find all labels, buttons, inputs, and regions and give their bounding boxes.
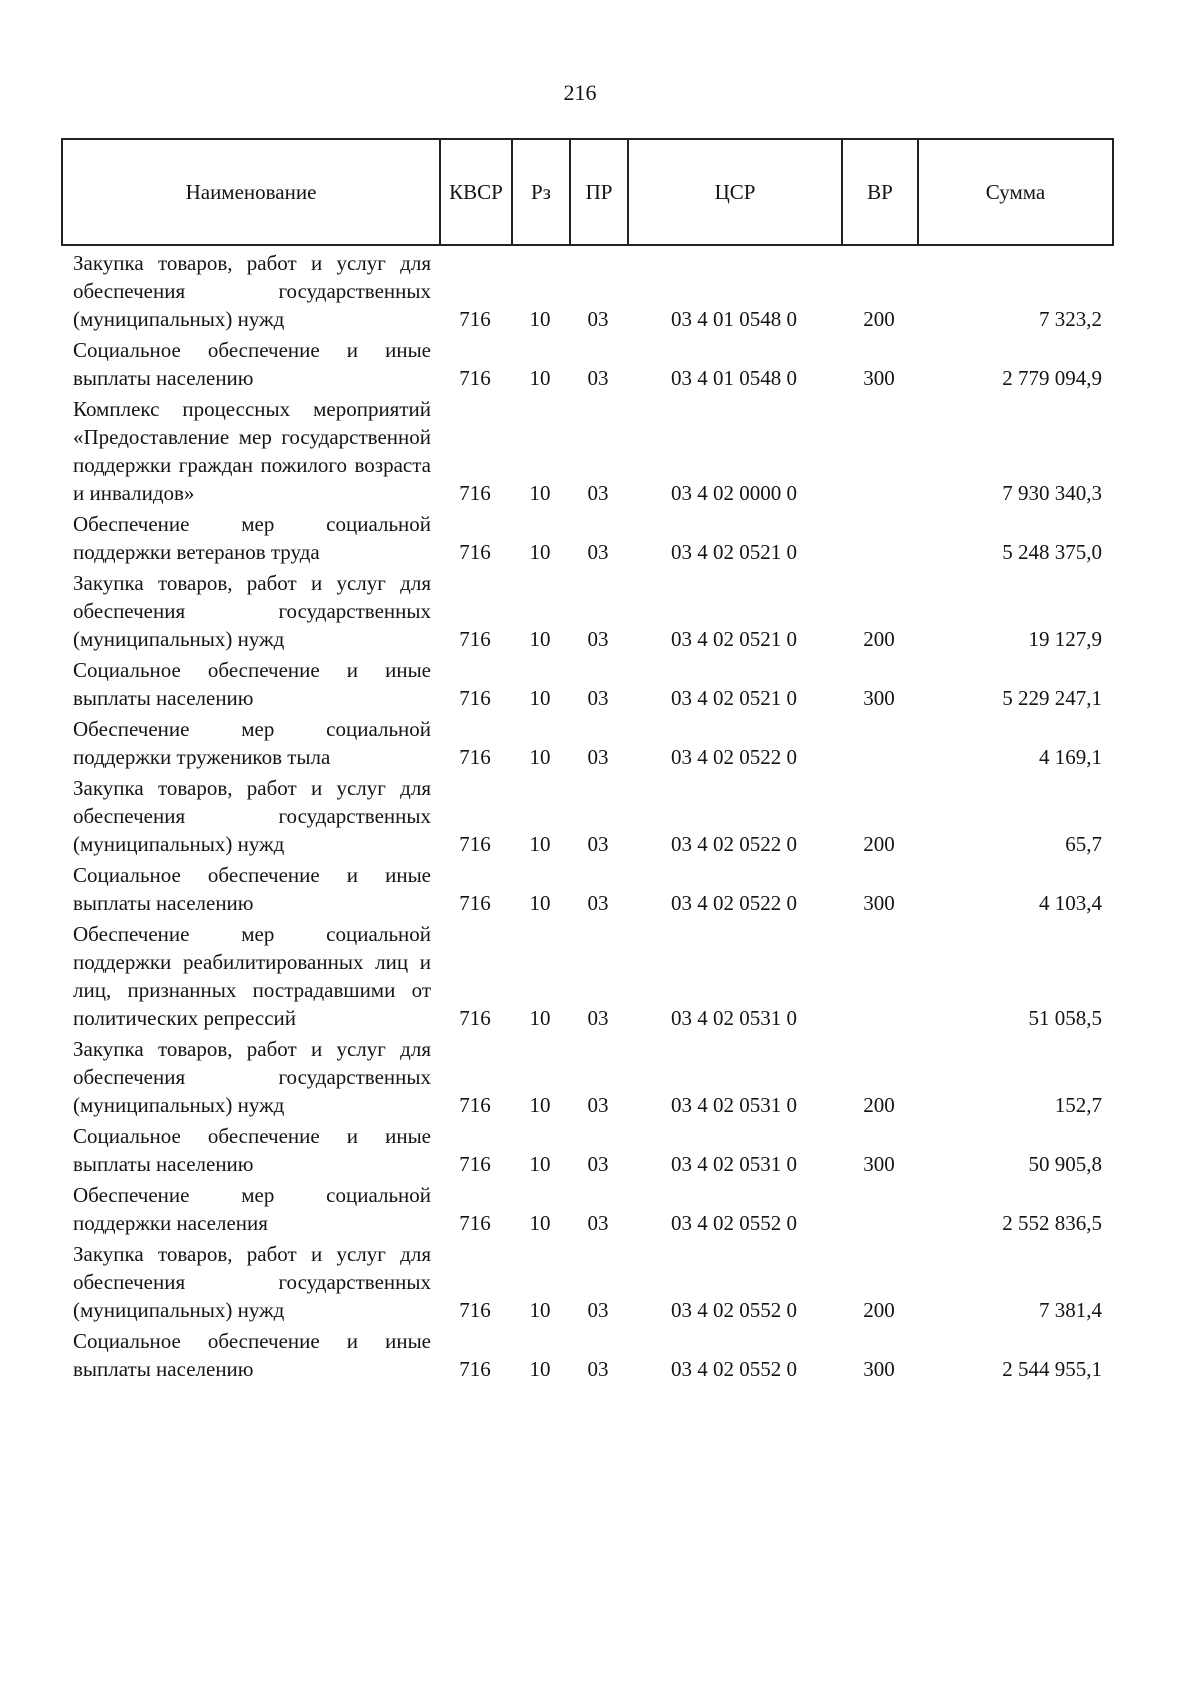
cell-kvsr: 716 [459, 832, 491, 856]
header-sum: Сумма [918, 139, 1113, 245]
cell-vr: 200 [863, 627, 895, 651]
table-row [61, 335, 1112, 394]
cell-vr: 200 [863, 1298, 895, 1322]
cell-pr: 03 [587, 1357, 609, 1381]
table-row [61, 1180, 1112, 1239]
header-name: Наименование [62, 139, 440, 245]
table-row [61, 394, 1112, 509]
cell-sum: 2 552 836,5 [1002, 1211, 1102, 1235]
cell-pr: 03 [587, 1152, 609, 1176]
cell-pr: 03 [587, 832, 609, 856]
cell-pr: 03 [587, 540, 609, 564]
cell-kvsr: 716 [459, 1298, 491, 1322]
cell-name: Социальное обеспечение и иные выплаты населению [73, 338, 431, 390]
cell-csr: 03 4 02 0552 0 [671, 1211, 797, 1235]
cell-csr: 03 4 02 0522 0 [671, 832, 797, 856]
cell-name: Закупка товаров, работ и услуг для обеспечения государственных (муниципальных) нужд [73, 571, 431, 651]
cell-sum: 51 058,5 [1028, 1006, 1102, 1030]
cell-vr: 200 [863, 832, 895, 856]
cell-name: Закупка товаров, работ и услуг для обеспечения государственных (муниципальных) нужд [73, 1242, 431, 1322]
header-vr: ВР [842, 139, 918, 245]
cell-csr: 03 4 02 0522 0 [671, 745, 797, 769]
cell-pr: 03 [587, 1298, 609, 1322]
page-number: 216 [563, 80, 597, 105]
cell-rz: 10 [529, 627, 551, 651]
cell-sum: 7 323,2 [1039, 307, 1102, 331]
table-row [61, 714, 1112, 773]
cell-vr: 200 [863, 1093, 895, 1117]
cell-vr [841, 394, 917, 509]
cell-sum: 7 381,4 [1039, 1298, 1102, 1322]
cell-vr: 300 [863, 686, 895, 710]
cell-sum: 2 779 094,9 [1002, 366, 1102, 390]
table-row [61, 1239, 1112, 1326]
cell-rz: 10 [529, 540, 551, 564]
cell-rz: 10 [529, 1211, 551, 1235]
cell-sum: 19 127,9 [1028, 627, 1102, 651]
cell-kvsr: 716 [459, 1357, 491, 1381]
cell-kvsr: 716 [459, 307, 491, 331]
table-row [61, 919, 1112, 1034]
cell-name: Обеспечение мер социальной поддержки реабилитированных лиц и лиц, признанных пострадавшими от политических репрессий [73, 922, 431, 1030]
cell-sum: 5 229 247,1 [1002, 686, 1102, 710]
cell-sum: 7 930 340,3 [1002, 481, 1102, 505]
cell-vr: 300 [863, 891, 895, 915]
table-row [61, 655, 1112, 714]
cell-vr: 300 [863, 1357, 895, 1381]
cell-rz: 10 [529, 1357, 551, 1381]
header-rz: Рз [512, 139, 570, 245]
cell-csr: 03 4 02 0521 0 [671, 540, 797, 564]
cell-kvsr: 716 [459, 1006, 491, 1030]
table-row [61, 773, 1112, 860]
cell-rz: 10 [529, 366, 551, 390]
table-header [61, 138, 1114, 246]
cell-pr: 03 [587, 307, 609, 331]
cell-csr: 03 4 02 0552 0 [671, 1357, 797, 1381]
cell-name: Закупка товаров, работ и услуг для обеспечения государственных (муниципальных) нужд [73, 251, 431, 331]
header-kvsr: КВСР [440, 139, 512, 245]
table-body [61, 248, 1112, 1385]
cell-pr: 03 [587, 1006, 609, 1030]
cell-rz: 10 [529, 481, 551, 505]
cell-kvsr: 716 [459, 540, 491, 564]
cell-rz: 10 [529, 1093, 551, 1117]
cell-pr: 03 [587, 686, 609, 710]
cell-csr: 03 4 02 0531 0 [671, 1006, 797, 1030]
cell-rz: 10 [529, 745, 551, 769]
cell-name: Комплекс процессных мероприятий «Предоставление мер государственной поддержки граждан пожилого возраста и инвалидов» [73, 397, 431, 505]
cell-rz: 10 [529, 1006, 551, 1030]
cell-kvsr: 716 [459, 366, 491, 390]
cell-vr [841, 509, 917, 568]
cell-csr: 03 4 02 0522 0 [671, 891, 797, 915]
cell-pr: 03 [587, 481, 609, 505]
cell-name: Социальное обеспечение и иные выплаты населению [73, 863, 431, 915]
cell-name: Закупка товаров, работ и услуг для обеспечения государственных (муниципальных) нужд [73, 1037, 431, 1117]
cell-rz: 10 [529, 891, 551, 915]
cell-csr: 03 4 02 0000 0 [671, 481, 797, 505]
cell-vr [841, 919, 917, 1034]
cell-csr: 03 4 02 0521 0 [671, 686, 797, 710]
table-row [61, 509, 1112, 568]
table-row [61, 248, 1112, 335]
cell-pr: 03 [587, 745, 609, 769]
cell-kvsr: 716 [459, 1152, 491, 1176]
cell-csr: 03 4 01 0548 0 [671, 366, 797, 390]
cell-csr: 03 4 01 0548 0 [671, 307, 797, 331]
cell-kvsr: 716 [459, 1093, 491, 1117]
cell-pr: 03 [587, 1211, 609, 1235]
cell-vr [841, 714, 917, 773]
cell-sum: 50 905,8 [1028, 1152, 1102, 1176]
cell-sum: 65,7 [1065, 832, 1102, 856]
cell-pr: 03 [587, 627, 609, 651]
cell-name: Социальное обеспечение и иные выплаты населению [73, 1329, 431, 1381]
cell-pr: 03 [587, 1093, 609, 1117]
cell-rz: 10 [529, 1152, 551, 1176]
cell-rz: 10 [529, 1298, 551, 1322]
table-row [61, 1121, 1112, 1180]
cell-vr: 300 [863, 1152, 895, 1176]
cell-kvsr: 716 [459, 481, 491, 505]
cell-kvsr: 716 [459, 627, 491, 651]
cell-name: Закупка товаров, работ и услуг для обеспечения государственных (муниципальных) нужд [73, 776, 431, 856]
cell-csr: 03 4 02 0531 0 [671, 1152, 797, 1176]
cell-vr: 300 [863, 366, 895, 390]
cell-vr [841, 1180, 917, 1239]
table-row [61, 568, 1112, 655]
cell-kvsr: 716 [459, 1211, 491, 1235]
cell-csr: 03 4 02 0531 0 [671, 1093, 797, 1117]
cell-kvsr: 716 [459, 891, 491, 915]
cell-sum: 5 248 375,0 [1002, 540, 1102, 564]
table-row [61, 1326, 1112, 1385]
cell-name: Социальное обеспечение и иные выплаты населению [73, 1124, 431, 1176]
cell-sum: 4 103,4 [1039, 891, 1102, 915]
cell-name: Обеспечение мер социальной поддержки населения [73, 1183, 431, 1235]
header-pr: ПР [570, 139, 628, 245]
cell-csr: 03 4 02 0521 0 [671, 627, 797, 651]
cell-vr: 200 [863, 307, 895, 331]
cell-name: Социальное обеспечение и иные выплаты населению [73, 658, 431, 710]
cell-pr: 03 [587, 891, 609, 915]
cell-sum: 4 169,1 [1039, 745, 1102, 769]
header-csr: ЦСР [628, 139, 842, 245]
cell-rz: 10 [529, 686, 551, 710]
table-row [61, 860, 1112, 919]
cell-rz: 10 [529, 832, 551, 856]
cell-kvsr: 716 [459, 686, 491, 710]
cell-sum: 152,7 [1054, 1093, 1102, 1117]
cell-sum: 2 544 955,1 [1002, 1357, 1102, 1381]
cell-pr: 03 [587, 366, 609, 390]
cell-kvsr: 716 [459, 745, 491, 769]
cell-rz: 10 [529, 307, 551, 331]
cell-name: Обеспечение мер социальной поддержки ветеранов труда [73, 512, 431, 564]
table-row [61, 1034, 1112, 1121]
cell-csr: 03 4 02 0552 0 [671, 1298, 797, 1322]
cell-name: Обеспечение мер социальной поддержки тружеников тыла [73, 717, 431, 769]
